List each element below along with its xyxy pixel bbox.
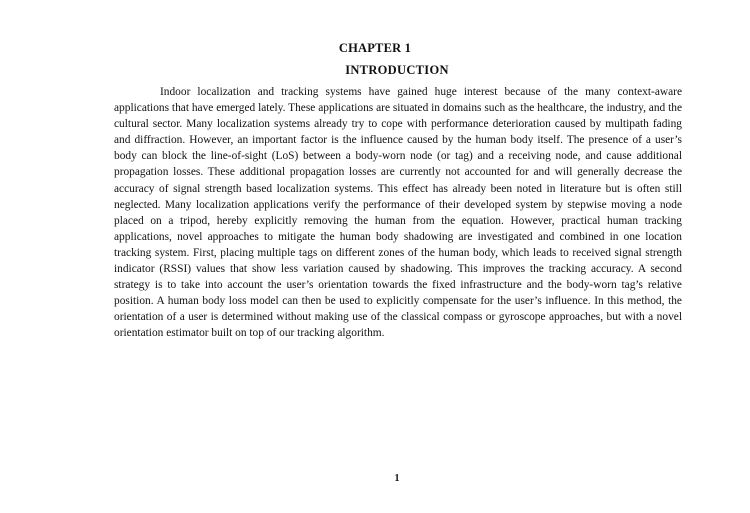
body-paragraph: Indoor localization and tracking systems have gained huge interest because of the many context-aware applications that have emerged lately. These applications are situated in domains such as the healthcare, the industry, and the cultural sector. Many localization systems already try to cope with performance deterioration caused by multipath fading and diffraction. However, an important factor is the influence caused by the human body itself. The presence of a user’s body can block the line-of-sight (LoS) between a body-worn node (or tag) and a receiving node, and cause additional propagation losses. These additional propagation losses are currently not accounted for and will generally decrease the accuracy of signal strength based localization systems. This effect has already been noted in literature but is often still neglected. Many localization applications verify the performance of their developed system by stepwise moving a node placed on a tripod, hereby explicitly removing the human from the equation. However, practical human tracking applications, novel approaches to mitigate the human body shadowing are investigated and combined in one location tracking system. First, placing multiple tags on different zones of the human body, which leads to received signal strength indicator (RSSI) values that show less variation caused by shadowing. This improves the tracking accuracy. A second strategy is to take into account the user’s orientation towards the fixed infrastructure and the body-worn tag’s relative position. A human body loss model can then be used to explicitly compensate for the user’s influence. In this method, the orientation of a user is determined without making use of the classical compass or gyroscope approaches, but with a novel orientation estimator built on top of our tracking algorithm. (114, 86, 682, 340)
chapter-label: CHAPTER 1 (338, 41, 412, 55)
chapter-title: INTRODUCTION (345, 63, 449, 77)
page-number: 1 (394, 473, 400, 484)
